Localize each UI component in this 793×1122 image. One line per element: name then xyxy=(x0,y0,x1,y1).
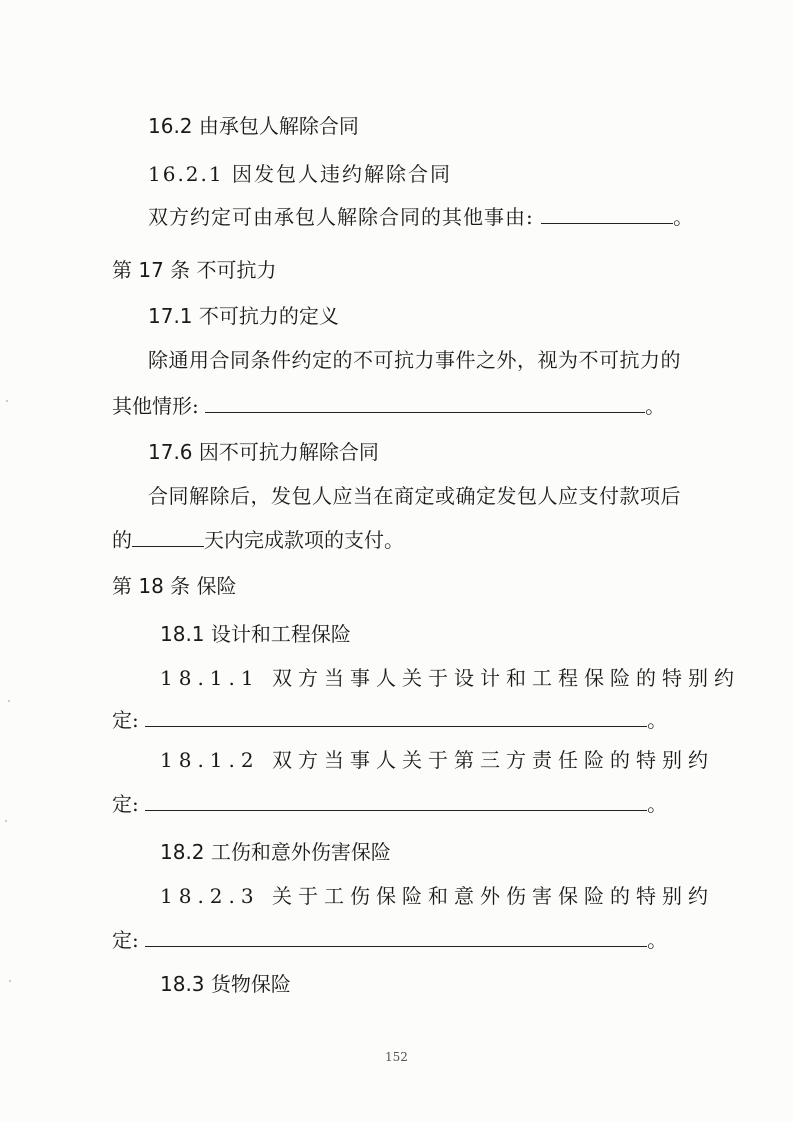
fill-in-blank[interactable] xyxy=(145,928,647,947)
paragraph-end: 。 xyxy=(673,205,695,229)
paragraph-end: 。 xyxy=(647,928,668,952)
paragraph-text: 双方当事人关于设计和工程保险的特别约 xyxy=(271,666,740,690)
clause-number: 18.2.3 xyxy=(160,884,260,908)
section-18-3-heading xyxy=(160,970,291,998)
section-number: 17.6 xyxy=(148,440,193,464)
section-16-2-heading xyxy=(148,112,359,140)
fill-in-blank[interactable] xyxy=(145,708,647,727)
para-18-2-3-line1 xyxy=(160,882,714,910)
article-18-heading xyxy=(112,572,237,600)
para-17-1-line1: 除通用合同条件约定的不可抗力事件之外，视为不可抗力的 xyxy=(148,348,681,372)
paragraph-text: 双方当事人关于第三方责任险的特别约 xyxy=(271,748,714,772)
clause-number: 18.1.1 xyxy=(160,666,260,690)
section-title: 工伤和意外伤害保险 xyxy=(210,840,391,864)
paragraph-end: 。 xyxy=(647,708,668,732)
para-17-1-line2 xyxy=(112,392,665,420)
clause-number: 18.1.2 xyxy=(160,748,260,772)
fill-in-blank[interactable] xyxy=(541,205,673,224)
article-title: 保险 xyxy=(196,574,237,598)
para-18-1-2-line1 xyxy=(160,746,714,774)
paragraph-text: 关于工伤保险和意外伤害保险的特别约 xyxy=(271,884,714,908)
section-18-2-heading xyxy=(160,838,391,866)
paragraph-text: 定: xyxy=(112,708,139,732)
section-number: 16.2.1 xyxy=(148,162,224,186)
para-16-2-1 xyxy=(148,203,694,231)
scan-speck xyxy=(8,700,10,702)
section-number: 18.2 xyxy=(160,840,205,864)
section-17-1-heading xyxy=(148,302,339,330)
paragraph-end: 。 xyxy=(647,792,668,816)
fill-in-blank[interactable] xyxy=(145,792,647,811)
scan-speck xyxy=(9,980,11,982)
fill-in-blank[interactable] xyxy=(205,394,645,413)
paragraph-end: 。 xyxy=(645,394,666,418)
scan-speck xyxy=(5,820,7,822)
page-number: 152 xyxy=(385,1050,408,1064)
section-title: 因不可抗力解除合同 xyxy=(198,440,379,464)
article-label: 第 17 条 xyxy=(112,258,191,282)
section-number: 18.3 xyxy=(160,972,205,996)
section-18-1-heading xyxy=(160,620,351,648)
section-title: 由承包人解除合同 xyxy=(198,114,359,138)
article-17-heading xyxy=(112,256,277,284)
section-number: 18.1 xyxy=(160,622,205,646)
paragraph-text: 双方约定可由承包人解除合同的其他事由: xyxy=(148,205,534,229)
para-18-1-1-line1 xyxy=(160,664,740,692)
para-18-1-1-line2 xyxy=(112,706,667,734)
section-number: 17.1 xyxy=(148,304,193,328)
article-title: 不可抗力 xyxy=(196,258,277,282)
scan-speck xyxy=(6,400,8,402)
section-16-2-1-heading xyxy=(148,160,452,188)
para-17-6-line2 xyxy=(112,526,404,554)
section-number: 16.2 xyxy=(148,114,193,138)
article-label: 第 18 条 xyxy=(112,574,191,598)
para-18-2-3-line2 xyxy=(112,926,667,954)
section-title: 因发包人违约解除合同 xyxy=(231,162,452,186)
paragraph-text: 的 xyxy=(112,528,132,552)
paragraph-text: 其他情形: xyxy=(112,394,199,418)
section-title: 不可抗力的定义 xyxy=(198,304,339,328)
section-title: 货物保险 xyxy=(210,972,291,996)
fill-in-blank[interactable] xyxy=(132,528,204,547)
paragraph-text: 定: xyxy=(112,928,139,952)
section-title: 设计和工程保险 xyxy=(210,622,351,646)
paragraph-text: 天内完成款项的支付。 xyxy=(204,528,404,552)
section-17-6-heading xyxy=(148,438,379,466)
para-17-6-line1: 合同解除后，发包人应当在商定或确定发包人应支付款项后 xyxy=(148,484,681,508)
paragraph-text: 定: xyxy=(112,792,139,816)
para-18-1-2-line2 xyxy=(112,790,667,818)
